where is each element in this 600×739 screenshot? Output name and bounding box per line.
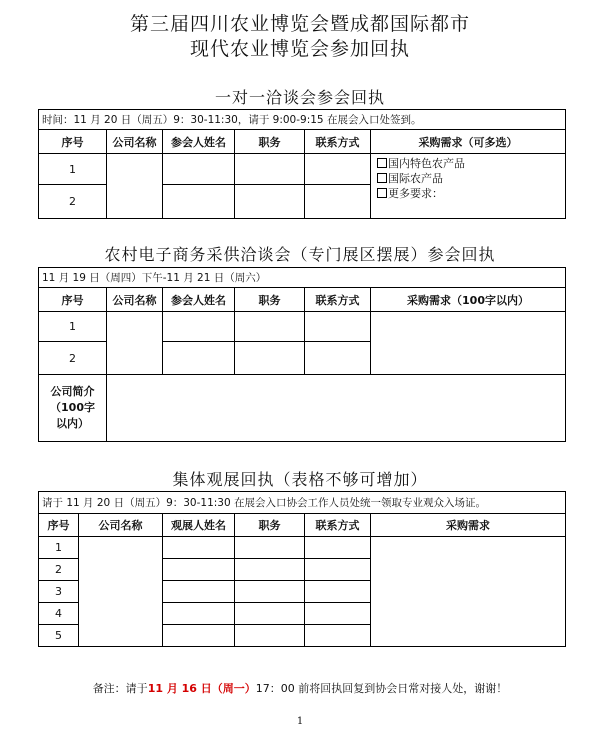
position-field[interactable] [235, 185, 305, 219]
position-field[interactable] [235, 342, 305, 375]
contact-field[interactable] [305, 603, 371, 625]
section2-info: 11 月 19 日（周四）下午-11 月 21 日（周六） [39, 268, 566, 288]
row-index: 2 [39, 185, 107, 219]
visitor-field[interactable] [163, 559, 235, 581]
header-demand: 采购需求 [371, 514, 566, 537]
header-position: 职务 [235, 288, 305, 312]
header-contact: 联系方式 [305, 514, 371, 537]
attendee-field[interactable] [163, 154, 235, 185]
attendee-field[interactable] [163, 342, 235, 375]
visitor-field[interactable] [163, 581, 235, 603]
checkbox-icon[interactable] [377, 188, 387, 198]
visitor-field[interactable] [163, 537, 235, 559]
row-index: 1 [39, 537, 79, 559]
position-field[interactable] [235, 537, 305, 559]
header-visitor: 观展人姓名 [163, 514, 235, 537]
row-index: 2 [39, 559, 79, 581]
demand-field[interactable] [371, 537, 566, 647]
contact-field[interactable] [305, 342, 371, 375]
header-company: 公司名称 [107, 288, 163, 312]
header-company: 公司名称 [107, 130, 163, 154]
demand-field[interactable] [371, 312, 566, 375]
section3-table [38, 491, 566, 647]
section1-table [38, 109, 566, 219]
section3-info: 请于 11 月 20 日（周五）9：30-11:30 在展会入口协会工作人员处统一领取专业观众入场证。 [39, 492, 566, 514]
note-prefix: 备注：请于 [92, 682, 148, 695]
visitor-field[interactable] [163, 625, 235, 647]
header-contact: 联系方式 [305, 130, 371, 154]
header-demand: 采购需求（100字以内） [371, 288, 566, 312]
company-field[interactable] [107, 154, 163, 219]
header-index: 序号 [39, 130, 107, 154]
contact-field[interactable] [305, 185, 371, 219]
contact-field[interactable] [305, 537, 371, 559]
header-index: 序号 [39, 514, 79, 537]
page-number: 1 [296, 716, 304, 727]
contact-field[interactable] [305, 154, 371, 185]
note-suffix: 17：00 前将回执回复到协会日常对接人处，谢谢！ [255, 682, 508, 695]
header-position: 职务 [235, 130, 305, 154]
header-position: 职务 [235, 514, 305, 537]
contact-field[interactable] [305, 312, 371, 342]
document-title-line-2: 现代农业博览会参加回执 [189, 38, 410, 60]
checkbox-icon[interactable] [377, 158, 387, 168]
contact-field[interactable] [305, 559, 371, 581]
header-attendee: 参会人姓名 [163, 288, 235, 312]
row-index: 5 [39, 625, 79, 647]
company-intro-label: 公司简介（100字以内） [39, 375, 107, 442]
attendee-field[interactable] [163, 185, 235, 219]
option-domestic[interactable]: 国内特色农产品 [377, 156, 563, 171]
header-demand: 采购需求（可多选） [371, 130, 566, 154]
section2-title: 农村电子商务采供洽谈会（专门展区摆展）参会回执 [104, 245, 496, 264]
document-title-line-1: 第三届四川农业博览会暨成都国际都市 [129, 13, 470, 35]
section2-table [38, 267, 566, 442]
row-index: 1 [39, 154, 107, 185]
attendee-field[interactable] [163, 312, 235, 342]
position-field[interactable] [235, 581, 305, 603]
position-field[interactable] [235, 625, 305, 647]
company-field[interactable] [79, 537, 163, 647]
section1-title: 一对一洽谈会参会回执 [214, 88, 385, 107]
demand-options [371, 154, 566, 219]
contact-field[interactable] [305, 581, 371, 603]
position-field[interactable] [235, 559, 305, 581]
row-index: 3 [39, 581, 79, 603]
option-more[interactable]: 更多要求： [377, 186, 563, 201]
footnote [0, 680, 600, 696]
row-index: 1 [39, 312, 107, 342]
option-international[interactable]: 国际农产品 [377, 171, 563, 186]
visitor-field[interactable] [163, 603, 235, 625]
position-field[interactable] [235, 603, 305, 625]
header-company: 公司名称 [79, 514, 163, 537]
row-index: 2 [39, 342, 107, 375]
company-field[interactable] [107, 312, 163, 375]
section3-title: 集体观展回执（表格不够可增加） [172, 470, 428, 489]
position-field[interactable] [235, 312, 305, 342]
section1-info: 时间：11 月 20 日（周五）9：30-11:30，请于 9:00-9:15 在展会入口处签到。 [39, 110, 566, 130]
header-attendee: 参会人姓名 [163, 130, 235, 154]
row-index: 4 [39, 603, 79, 625]
header-contact: 联系方式 [305, 288, 371, 312]
company-intro-field[interactable] [107, 375, 566, 442]
header-index: 序号 [39, 288, 107, 312]
checkbox-icon[interactable] [377, 173, 387, 183]
deadline-date: 11 月 16 日（周一） [147, 682, 256, 695]
position-field[interactable] [235, 154, 305, 185]
contact-field[interactable] [305, 625, 371, 647]
